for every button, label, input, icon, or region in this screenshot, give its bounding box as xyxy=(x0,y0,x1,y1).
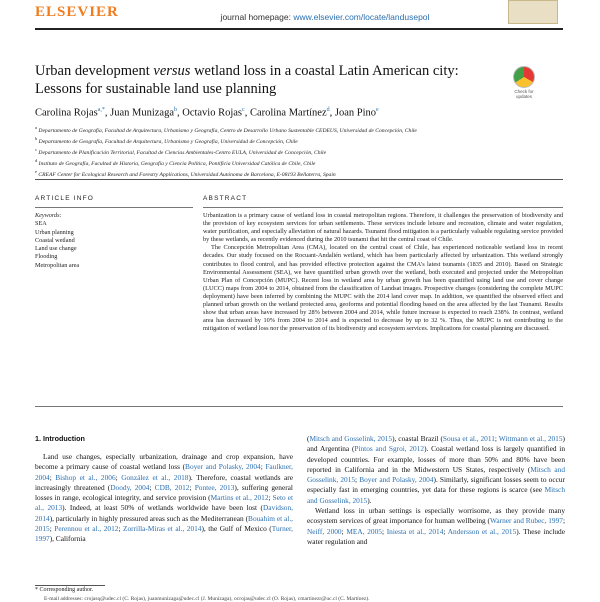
reference-link[interactable]: Pontee, 2013 xyxy=(194,482,235,492)
abstract-bottom-rule xyxy=(35,406,563,407)
keyword-item: Coastal wetland xyxy=(35,236,75,244)
body-text: ; xyxy=(443,526,448,536)
reference-link[interactable]: MEA, 2005 xyxy=(346,526,382,536)
reference-link[interactable]: Faulkner, 2004 xyxy=(35,462,293,482)
keyword-item: Flooding xyxy=(35,253,58,261)
abstract-heading: ABSTRACT xyxy=(203,195,248,202)
body-text: ; xyxy=(49,472,56,482)
body-text: ; xyxy=(562,516,565,526)
author-separator: , xyxy=(244,107,250,119)
affiliation-marker: d xyxy=(35,158,38,164)
body-text: Wetland loss in urban settings is especially worrisome, as they provide many ecosystem services of great importance for human wellbeing ( xyxy=(307,506,565,526)
author-affiliation-marker[interactable]: a,* xyxy=(97,107,105,113)
journal-url-link[interactable]: www.elsevier.com/locate/landusepol xyxy=(293,12,430,22)
publisher-logo: ELSEVIER xyxy=(35,4,119,20)
body-text: ). Similarly, significant losses seem to occur especially fast in emerging countries, yet data for these regions is scarce (see xyxy=(307,475,565,495)
abstract-text xyxy=(203,212,563,333)
reference-link[interactable]: Iniesta et al., 2014 xyxy=(386,526,444,536)
title-italic: versus xyxy=(153,63,191,79)
affiliation-item xyxy=(35,124,565,135)
affiliation-text: Instituto de Geografía, Facultad de Historia, Geografía y Ciencia Política, Pontificia Universidad Católica de Chile, Chile xyxy=(37,161,316,168)
reference-link[interactable]: Martins et al., 2012 xyxy=(210,493,269,503)
header-divider xyxy=(35,28,563,30)
title-part-2: wetland loss in a coastal Latin American city: Lessons for sustainable land use planning xyxy=(35,63,459,97)
keyword-item: SEA xyxy=(35,220,47,228)
keywords-label: Keywords: xyxy=(35,212,62,219)
reference-link[interactable]: Wittmann et al., 2015 xyxy=(498,434,563,443)
reference-link[interactable]: Warner and Rubec, 1997 xyxy=(490,516,563,526)
affiliation-text: Departamento de Geografía, Facultad de Arquitectura, Urbanismo y Geografía, Universidad de Concepción, Chile xyxy=(37,138,298,145)
journal-homepage xyxy=(185,12,465,22)
reference-link[interactable]: Davidson, 2014 xyxy=(35,503,293,523)
email-addresses-note: E-mail addresses: crojasq@udec.cl (C. Rojas), juanmunizaga@udec.cl (J. Munizaga), ocrojas@udec.cl (O. Rojas), cmartinezr@uc.cl (C. Martínez). xyxy=(44,596,370,602)
article-info-rule xyxy=(35,207,193,208)
body-text: ). xyxy=(367,495,372,505)
author-affiliation-marker[interactable]: c xyxy=(242,107,245,113)
body-text: ; xyxy=(49,524,55,534)
keyword-item: Metropolitan area xyxy=(35,261,80,269)
body-column-right xyxy=(307,434,565,547)
affiliation-marker: b xyxy=(35,136,38,142)
journal-cover-thumbnail xyxy=(508,0,558,24)
affiliation-text: Departamento de Planificación Territorial, Facultad de Ciencias Ambientales-Centro EULA, Universidad de Concepción, Chile xyxy=(37,149,327,156)
affiliation-item xyxy=(35,146,565,157)
author-separator: , xyxy=(176,107,183,119)
body-paragraph xyxy=(307,506,565,547)
article-title xyxy=(35,62,485,98)
reference-link[interactable]: Andersson et al., 2015 xyxy=(447,526,517,536)
affiliation-item xyxy=(35,135,565,146)
author-separator: , xyxy=(329,107,335,119)
crossmark-badge[interactable] xyxy=(510,66,538,100)
body-text: ; xyxy=(260,462,266,472)
body-text: ), particularly in highly pressured areas such as the Mediterranean ( xyxy=(49,513,249,523)
author-separator: , xyxy=(104,107,111,119)
reference-link[interactable]: Mitsch and Gosselink, 2015 xyxy=(307,464,565,485)
author-affiliation-marker[interactable]: e xyxy=(376,107,379,113)
reference-link[interactable]: Doody, 2004 xyxy=(110,482,150,492)
reference-link[interactable]: Bouahim et al., 2015 xyxy=(35,513,293,534)
body-text: ; xyxy=(189,482,195,492)
affiliation-divider xyxy=(35,179,563,180)
body-text: ), California xyxy=(49,534,86,544)
author-name: Carolina Martínez xyxy=(249,107,327,119)
reference-link[interactable]: Mitsch and Gosselink, 2015 xyxy=(307,485,565,505)
keywords-block xyxy=(35,212,79,270)
reference-link[interactable]: Bishop et al., 2006 xyxy=(55,472,116,482)
body-text: ). Coastal wetland loss is largely quantified in developed countries. For example, losses of more than 50% and 80% have been reported in California and in the Midwestern US States, respectively ( xyxy=(307,444,565,474)
reference-link[interactable]: CDB, 2012 xyxy=(154,482,190,492)
crossmark-label: Check for updates xyxy=(514,89,534,99)
body-text: ; xyxy=(355,475,360,485)
reference-link[interactable]: Zorrilla-Miras et al., 2014 xyxy=(123,524,202,534)
corresponding-author-note: * Corresponding author. xyxy=(35,587,94,593)
footnote-rule xyxy=(35,585,105,586)
affiliation-marker: a xyxy=(35,125,37,130)
section-heading-introduction: 1. Introduction xyxy=(35,434,85,443)
affiliation-marker: c xyxy=(35,147,37,153)
article-info-heading: ARTICLE INFO xyxy=(35,195,95,202)
author-name: Carolina Rojas xyxy=(35,107,98,119)
abstract-paragraph: Urbanization is a primary cause of wetland loss in coastal metropolitan regions. Therefore, it challenges the preservation of biodiversity and the provision of key ecosystem services for urban settlements. These services include leisure and recreation, climate and water regulation, water purification, and especially alleviation of natural hazards. Tsunami flood mitigation is a particularly valuable regulating service provided by these wetlands, as recently evidenced during the 2010 tsunami that hit the central coast of Chile. xyxy=(203,212,563,244)
author-list xyxy=(35,107,379,119)
body-column-left xyxy=(35,452,293,545)
author-affiliation-marker[interactable]: b xyxy=(173,107,177,113)
body-text: ; xyxy=(115,472,122,482)
body-text: ; xyxy=(118,524,123,534)
affiliation-item xyxy=(35,157,565,168)
affiliation-list xyxy=(35,124,565,179)
body-text: ) and Argentina ( xyxy=(307,434,565,454)
reference-link[interactable]: Pintos and Sgroi, 2012 xyxy=(354,444,425,454)
body-text: ). Indeed, at least 50% of wetlands worldwide have been lost ( xyxy=(62,503,263,513)
body-paragraph xyxy=(307,434,565,506)
keyword-list xyxy=(35,220,79,270)
reference-link[interactable]: Boyer and Polasky, 2004 xyxy=(185,462,261,472)
affiliation-marker: e xyxy=(35,169,37,175)
body-text: ; xyxy=(341,526,347,536)
reference-link[interactable]: Neiff, 2000 xyxy=(307,526,342,536)
title-part-1: Urban development xyxy=(35,63,154,79)
reference-link[interactable]: Perennou et al., 2012 xyxy=(54,524,119,534)
body-text: ). These include water regulation and xyxy=(307,526,565,546)
body-text: ; xyxy=(149,482,155,492)
body-text: Land use changes, especially urbanization, drainage and crop expansion, have become a primary cause of coastal wetland loss ( xyxy=(35,452,293,472)
reference-link[interactable]: Boyer and Polasky, 2004 xyxy=(359,475,434,485)
body-text: ; xyxy=(268,493,273,503)
crossmark-icon xyxy=(513,66,535,88)
affiliation-item xyxy=(35,168,565,179)
author-name: Juan Munizaga xyxy=(110,107,174,119)
abstract-rule xyxy=(203,207,563,208)
affiliation-text: Departamento de Geografía, Facultad de Arquitectura, Urbanismo y Geografía, Centro de Desarrollo Urbano Sustentable CEDEUS, Universidad de Concepción, Chile xyxy=(37,127,417,134)
body-text: ; xyxy=(494,434,499,443)
author-affiliation-marker[interactable]: d xyxy=(326,107,330,113)
reference-link[interactable]: Sousa et al., 2011 xyxy=(442,434,495,443)
abstract-paragraph: The Concepción Metropolitan Area (CMA), located on the central coast of Chile, has experienced noticeable wetland loss in recent decades. Our study focused on the Rocuant-Andalién wetland, which has been particularly affected by urbanization. This wetland strongly contributes to flood control, and has provided effective protection against the CMA's latest tsunamis (1835 and 2010). Based on Strategic Environmental Assessment (SEA), we have quantified urban growth over the wetland, both executed and projected under the Metropolitan Urban Plan of Concepción (MUPC). Recent loss in wetland area by urban growth has been quantified using land use and cover change (LUCC) maps from 2004 to 2014, obtained from the classification of Landsat images. Prospective changes (considering the complete MUPC deployment) have been inferred by combining the MUPC with the 2014 land cover map. In addition, we quantified the observed effect and planned urban growth on the wetland protected area, geoforms and potential flooding based on the area affected by the last Tsunami. Results show that urban areas have increased by 28% between 2004 and 2014, while future increase is expected to reach 238%. In contrast, wetland area has decreased by 10% from 2004 to 2014 and is expected to decrease by up to 32 %. Thus, the MUPC is not contributing to the mitigation of wetland loss nor the preservation of its biodiversity and ecosystem services. Implications for coastal planning are discussed. xyxy=(203,244,563,333)
journal-homepage-label: journal homepage: xyxy=(220,12,294,22)
keyword-item: Land use change xyxy=(35,245,77,253)
reference-link[interactable]: Mitsch and Gosselink, 2015 xyxy=(309,434,393,443)
body-text: ; xyxy=(381,526,387,536)
affiliation-text: CREAF Center for Ecological Research and Forestry Applications, Universidad Autónoma de Barcelona, E-08193 Bellaterra, Spain xyxy=(37,172,336,179)
author-name: Joan Pino xyxy=(334,107,377,119)
body-text: ), the Gulf of Mexico ( xyxy=(201,524,272,534)
body-text: ), coastal Brazil ( xyxy=(392,434,443,443)
body-text: ( xyxy=(307,434,310,443)
keyword-item: Urban planning xyxy=(35,228,74,236)
reference-link[interactable]: González et al., 2018 xyxy=(121,472,189,482)
author-name: Octavio Rojas xyxy=(182,107,243,119)
body-text: ), suffering general losses in range, ecological integrity, and service provision ( xyxy=(35,482,293,503)
reference-link[interactable]: Turner, 1997 xyxy=(35,524,293,544)
reference-link[interactable]: Seto et al., 2013 xyxy=(35,493,293,513)
body-text: ). Therefore, coastal wetlands are increasingly threatened ( xyxy=(35,472,293,492)
